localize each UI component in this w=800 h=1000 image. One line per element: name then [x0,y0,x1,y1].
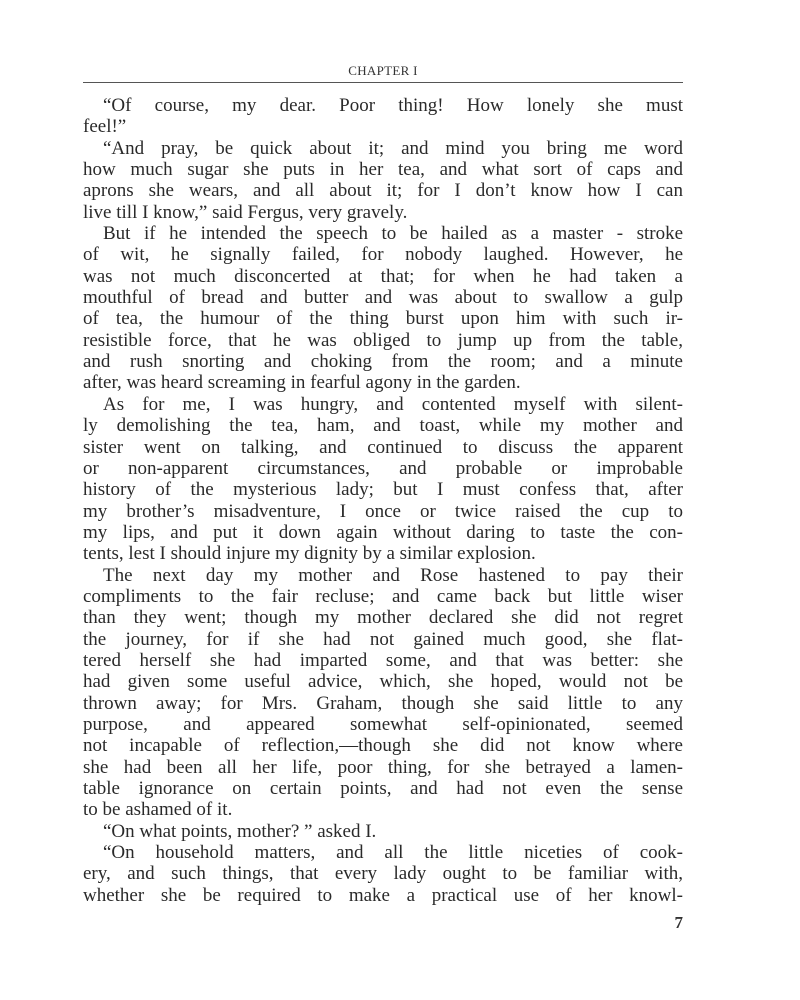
text-line: how much sugar she puts in her tea, and what sort of caps and [83,159,683,181]
text-line: and rush snorting and choking from the room; and a minute [83,351,683,373]
text-line: feel!” [83,116,127,138]
text-line: live till I know,” said Fergus, very gravely. [83,201,408,223]
text-line: after, was heard screaming in fearful agony in the garden. [83,372,521,394]
text-line: my brother’s misadventure, I once or twice raised the cup to [83,500,683,522]
text-line: purpose, and appeared somewhat self-opinionated, seemed [83,713,683,735]
text-line: As for me, I was hungry, and contented myself with silent- [103,393,683,415]
header-rule [83,82,683,83]
text-line: of wit, he signally failed, for nobody laughed. However, he [83,244,683,266]
text-line: she had been all her life, poor thing, for she betrayed a lamen- [83,756,683,778]
text-line: “On what points, mother? ” asked I. [103,820,377,842]
text-line: compliments to the fair recluse; and came back but little wiser [83,585,683,607]
page-number: 7 [674,913,683,932]
text-line: aprons she wears, and all about it; for I don’t know how I can [83,180,683,202]
text-line: had given some useful advice, which, she hoped, would not be [83,671,683,693]
text-line: my lips, and put it down again without daring to taste the con- [83,521,683,543]
text-line: The next day my mother and Rose hastened to pay their [103,564,683,586]
text-line: history of the mysterious lady; but I must confess that, after [83,479,683,501]
text-line: to be ashamed of it. [83,799,233,821]
text-line: than they went; though my mother declared she did not regret [83,607,683,629]
text-line: ly demolishing the tea, ham, and toast, while my mother and [83,415,683,437]
text-line: But if he intended the speech to be hailed as a master - stroke [103,223,683,245]
text-line: tents, lest I should injure my dignity by a similar explosion. [83,543,536,565]
text-line: sister went on talking, and continued to discuss the apparent [83,436,683,458]
text-line: tered herself she had imparted some, and that was better: she [83,649,683,671]
text-line: was not much disconcerted at that; for when he had taken a [83,265,683,287]
text-line: “Of course, my dear. Poor thing! How lonely she must [103,95,683,116]
text-line: mouthful of bread and butter and was about to swallow a gulp [83,287,683,309]
text-line: thrown away; for Mrs. Graham, though she said little to any [83,692,683,714]
text-line: resistible force, that he was obliged to jump up from the table, [83,329,683,351]
text-line: of tea, the humour of the thing burst upon him with such ir- [83,308,683,330]
text-line: or non-apparent circumstances, and probable or improbable [83,457,683,479]
text-line: not incapable of reflection,—though she did not know where [83,735,683,757]
text-line: whether she be required to make a practical use of her knowl- [83,884,683,906]
running-head: CHAPTER I [348,63,418,78]
text-line: ery, and such things, that every lady ought to be familiar with, [83,863,683,885]
text-line: “On household matters, and all the little niceties of cook- [103,842,683,864]
body-text [83,95,683,906]
text-line: the journey, for if she had not gained much good, she flat- [83,628,683,650]
text-line: “And pray, be quick about it; and mind you bring me word [103,137,683,159]
text-line: table ignorance on certain points, and had not even the sense [83,778,683,799]
